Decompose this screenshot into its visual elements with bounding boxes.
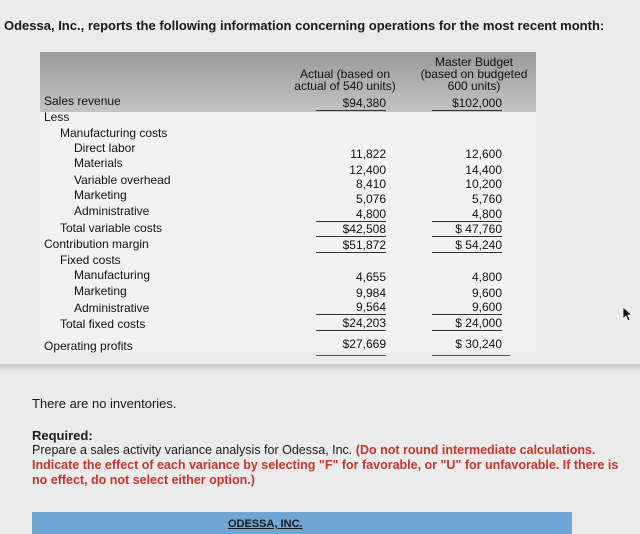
master-total-variable-costs: $ 47,760: [432, 222, 502, 237]
master-marketing-fixed: 9,600: [471, 286, 502, 300]
actual-operating-profits-rule: [316, 355, 386, 356]
row-label-less: Less: [44, 110, 70, 124]
actual-column-header: [280, 68, 410, 92]
master-column-header: [412, 56, 536, 92]
actual-operating-profits: $27,669: [342, 337, 386, 351]
master-materials: 14,400: [465, 163, 502, 177]
intro-text: Odessa, Inc., reports the following information concerning operations for the most recent month:: [4, 18, 605, 33]
master-manufacturing-fixed: 4,800: [471, 270, 502, 284]
section-divider: [0, 364, 640, 370]
master-total-fixed-costs: $ 24,000: [432, 316, 502, 331]
row-label-direct-labor: Direct labor: [74, 141, 136, 155]
row-label-administrative-variable: Administrative: [74, 204, 150, 218]
instructions-plain: Prepare a sales activity variance analysis for Odessa, Inc.: [32, 443, 353, 457]
income-statement-table: [40, 52, 536, 352]
required-heading: Required:: [32, 428, 93, 443]
actual-marketing-fixed: 9,984: [355, 286, 386, 300]
actual-marketing-variable: 5,076: [355, 192, 386, 206]
instructions: [32, 443, 632, 488]
master-marketing-variable: 5,760: [471, 192, 502, 206]
master-direct-labor: 12,600: [465, 147, 502, 161]
master-header-line1: Master Budget: [434, 55, 514, 69]
row-label-variable-overhead: Variable overhead: [74, 173, 171, 187]
row-label-marketing-variable: Marketing: [74, 188, 127, 202]
answer-table-title: ODESSA, INC.: [228, 518, 303, 530]
row-label-marketing-fixed: Marketing: [74, 284, 127, 298]
row-label-contribution-margin: Contribution margin: [44, 237, 149, 251]
inventory-note: There are no inventories.: [32, 396, 177, 411]
master-operating-profits: $ 30,240: [455, 337, 502, 351]
row-label-administrative-fixed: Administrative: [74, 301, 150, 315]
actual-manufacturing-fixed: 4,655: [355, 270, 386, 284]
actual-variable-overhead: 8,410: [355, 177, 386, 191]
row-label-sales-revenue: Sales revenue: [44, 94, 121, 108]
actual-total-variable-costs: $42,508: [316, 222, 386, 237]
actual-header-line1: Actual (based on: [299, 67, 391, 81]
master-sales-revenue: $102,000: [432, 96, 502, 111]
master-header-line2: (based on budgeted: [420, 67, 528, 81]
actual-sales-revenue: $94,380: [316, 96, 386, 111]
row-label-total-fixed-costs: Total fixed costs: [60, 317, 146, 331]
actual-administrative-fixed: 9,564: [316, 300, 386, 315]
row-label-manufacturing-costs: Manufacturing costs: [60, 126, 168, 140]
actual-administrative-variable: 4,800: [316, 207, 386, 222]
row-label-materials: Materials: [74, 156, 123, 170]
master-operating-profits-rule: [432, 355, 510, 356]
row-label-total-variable-costs: Total variable costs: [60, 221, 163, 235]
actual-materials: 12,400: [349, 163, 386, 177]
master-administrative-variable: 4,800: [432, 207, 502, 222]
row-label-manufacturing-fixed: Manufacturing: [74, 268, 151, 282]
row-label-operating-profits: Operating profits: [44, 339, 133, 353]
master-header-line3: 600 units): [447, 79, 501, 93]
actual-direct-labor: 11,822: [350, 147, 386, 161]
actual-total-fixed-costs: $24,203: [316, 316, 386, 331]
instructions-emphasis: (Do not round intermediate calculations. Indicate the effect of each variance by selecting "F" for favorable, or "U" for unfavorable. If there is no effect, do not select either option.): [32, 443, 619, 487]
actual-header-line2: actual of 540 units): [294, 79, 396, 93]
master-variable-overhead: 10,200: [465, 177, 502, 191]
row-label-fixed-costs: Fixed costs: [60, 253, 121, 267]
master-administrative-fixed: 9,600: [432, 300, 502, 315]
master-contribution-margin: $ 54,240: [432, 238, 502, 253]
mouse-pointer-icon: [622, 306, 634, 322]
actual-contribution-margin: $51,872: [316, 238, 386, 253]
